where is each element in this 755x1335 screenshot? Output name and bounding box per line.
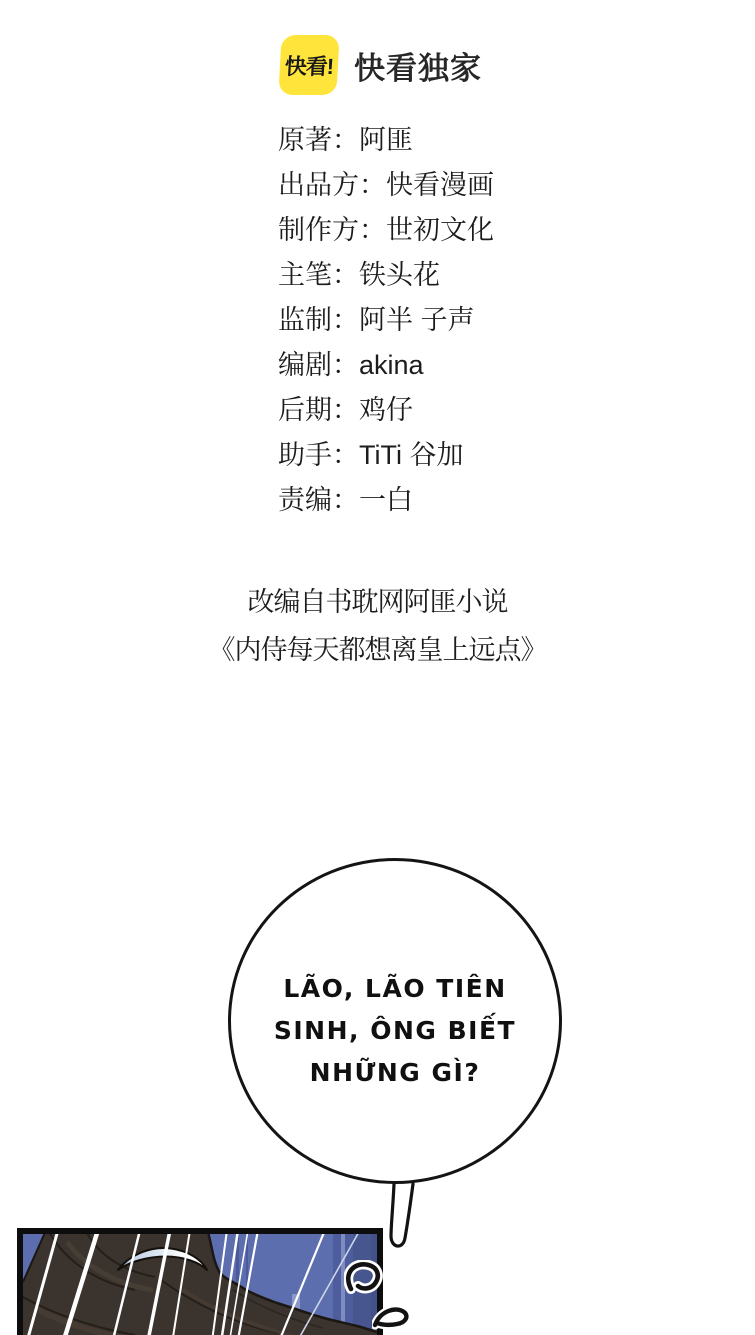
credit-line-screenwriter: 编剧：akina [278, 350, 424, 380]
bubble-line-3: NHỮNG GÌ? [309, 1058, 481, 1087]
credit-line-postproduction: 后期：鸡仔 [278, 395, 413, 425]
credit-line-author: 原著：阿匪 [278, 125, 413, 155]
kuaikan-app-icon [278, 35, 339, 95]
speech-bubble [228, 858, 562, 1184]
adaptation-title-line: 《内侍每天都想离皇上远点》 [208, 635, 547, 665]
credit-line-editor: 责编：一白 [278, 485, 413, 515]
credits-list [278, 118, 494, 523]
adaptation-note [0, 578, 755, 674]
credit-line-studio: 制作方：世初文化 [278, 215, 494, 245]
comic-panel [17, 1228, 383, 1335]
bubble-line-1: LÃO, LÃO TIÊN [283, 974, 507, 1003]
adaptation-source-line: 改编自书耽网阿匪小说 [247, 587, 508, 617]
credit-line-assistants: 助手：TiTi 谷加 [278, 440, 464, 470]
credit-line-supervisor: 监制：阿半 子声 [278, 305, 475, 335]
kuaikan-icon-label: 快看! [284, 53, 334, 79]
credit-line-producer: 出品方：快看漫画 [278, 170, 494, 200]
credit-line-lead-artist: 主笔：铁头花 [278, 260, 440, 290]
speech-bubble-text [274, 968, 516, 1094]
question-squiggle-icon [344, 1260, 386, 1296]
bubble-line-2: SINH, ÔNG BIẾT [273, 1016, 517, 1045]
speech-bubble-tail [388, 1181, 418, 1253]
comic-panel-artwork [23, 1234, 377, 1335]
question-squiggle-icon-small [372, 1304, 410, 1334]
publisher-logo [280, 35, 482, 95]
logo-wordmark: 快看独家 [354, 50, 482, 86]
